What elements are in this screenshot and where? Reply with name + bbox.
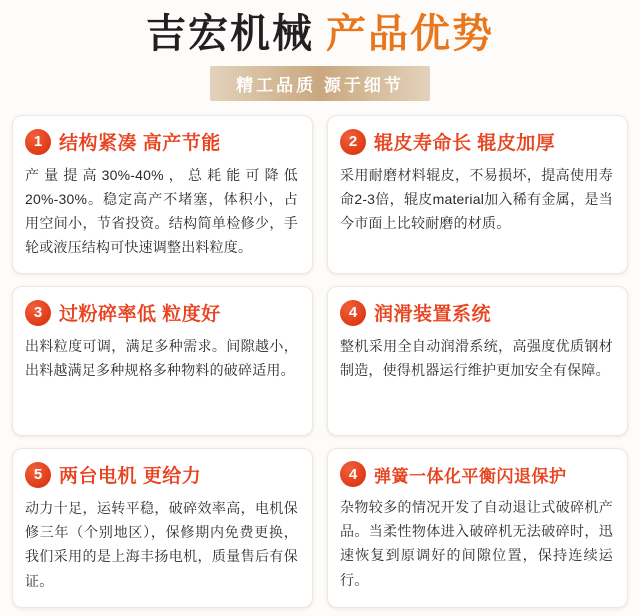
card-number-badge: 4: [340, 300, 366, 326]
card-number-badge: 1: [25, 129, 51, 155]
card-body-text: 整机采用全自动润滑系统，高强度优质钢材制造，使得机器运行维护更加安全有保障。: [340, 338, 613, 379]
card-header: [25, 128, 298, 155]
card-header: [25, 299, 298, 326]
card-header: [25, 461, 298, 488]
page-header: [0, 0, 640, 101]
advantage-card: [12, 115, 313, 274]
card-title: 两台电机 更给力: [59, 466, 202, 488]
card-title: 过粉碎率低 粒度好: [59, 304, 221, 326]
card-title: 润滑装置系统: [374, 304, 492, 326]
card-number-badge: 4: [340, 461, 366, 487]
advantage-card: [327, 448, 628, 607]
card-body-text: 杂物较多的情况开发了自动退让式破碎机产品。当柔性物体进入破碎机无法破碎时，迅速恢复到原调好的间隙位置，保持连续运行。: [340, 499, 613, 588]
advantage-card-grid: [12, 115, 628, 608]
page-title: [0, 14, 640, 54]
advantage-card: [327, 115, 628, 274]
advantage-card: [12, 448, 313, 607]
advantage-card: [12, 286, 313, 436]
card-number-badge: 2: [340, 129, 366, 155]
card-header: [340, 461, 613, 487]
card-title: 辊皮寿命长 辊皮加厚: [374, 133, 556, 154]
subtitle-banner: 精工品质 源于细节: [210, 66, 430, 101]
card-title: 结构紧凑 高产节能: [59, 133, 221, 154]
card-header: [340, 299, 613, 326]
subtitle-container: [0, 66, 640, 101]
card-number-badge: 3: [25, 300, 51, 326]
advantage-card: [327, 286, 628, 436]
card-header: [340, 128, 613, 155]
card-body-text: 产量提高30%-40%，总耗能可降低20%-30%。稳定高产不堵塞，体积小，占用空间小，节省投资。结构简单检修少，手轮或液压结构可快速调整出料粒度。: [25, 167, 298, 256]
card-body-text: 采用耐磨材料辊皮，不易损坏，提高使用寿命2-3倍，辊皮material加入稀有金属，是当今市面上比较耐磨的材质。: [340, 167, 613, 232]
card-body-text: 动力十足，运转平稳，破碎效率高，电机保修三年（个别地区），保修期内免费更换，我们采用的是上海丰扬电机，质量售后有保证。: [25, 500, 298, 589]
title-brand: 吉宏机械: [146, 12, 314, 56]
card-number-badge: 5: [25, 462, 51, 488]
card-title: 弹簧一体化平衡闪退保护: [374, 466, 567, 486]
title-highlight: 产品优势: [326, 12, 494, 56]
card-body-text: 出料粒度可调，满足多种需求。间隙越小，出料越满足多种规格多种物料的破碎适用。: [25, 338, 298, 379]
